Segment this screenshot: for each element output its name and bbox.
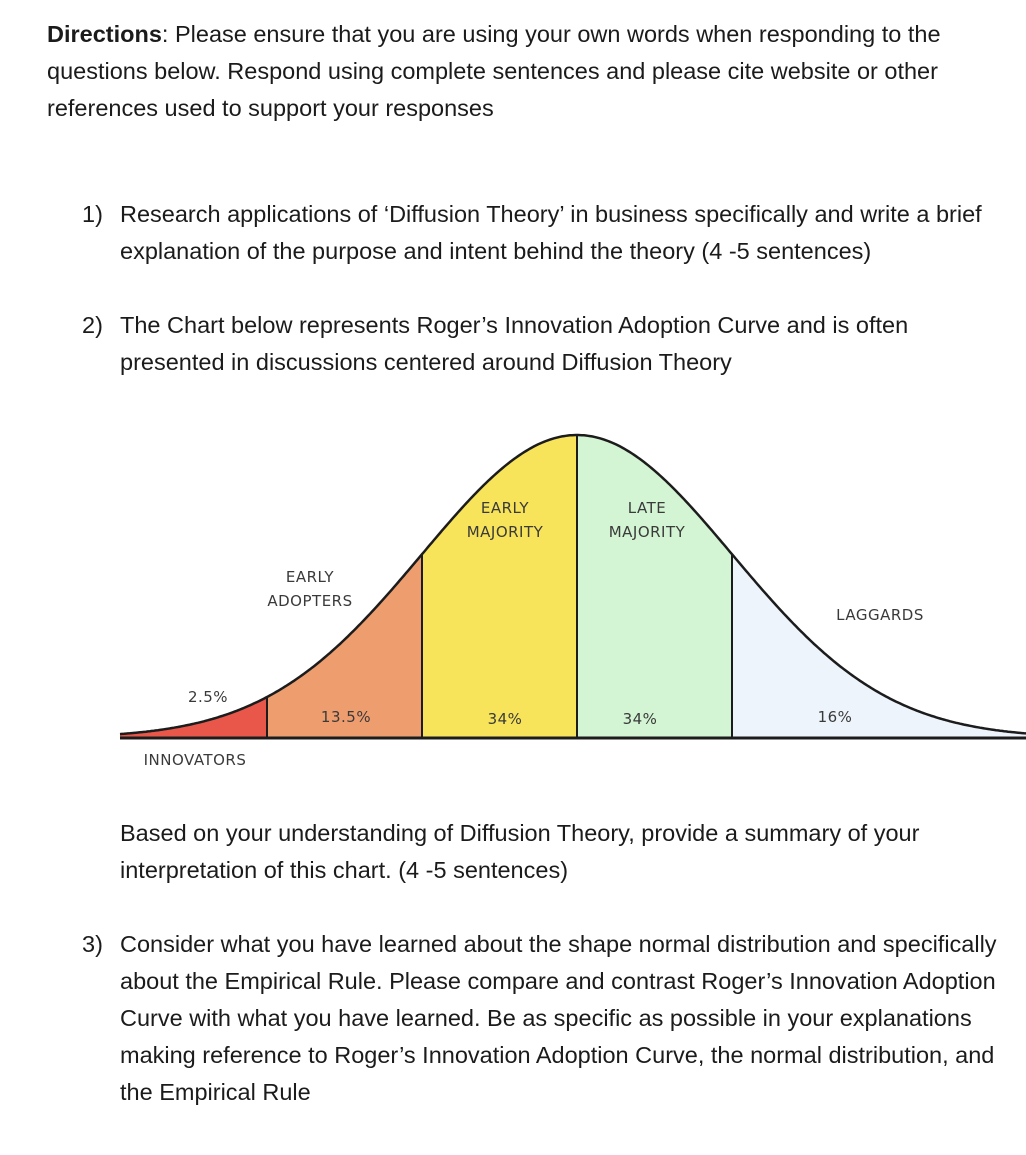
value-label-innovators: 2.5% (187, 688, 229, 706)
category-label-early-majority-line-2: MAJORITY (466, 523, 544, 541)
segment-late-majority (577, 435, 732, 738)
category-label-early-adopters-line-1: EARLY (285, 568, 335, 586)
question-1-text: Research applications of ‘Diffusion Theory’ in business specifically and write a brief explanation of the purpose and intent behind the theory (4 -5 sentences) (120, 201, 982, 264)
category-label-innovators: INNOVATORS (143, 751, 247, 769)
category-label-late-majority-line-1: LATE (627, 499, 667, 517)
adoption-curve-chart (0, 400, 1026, 790)
question-3-number: 3) (82, 931, 103, 957)
value-label-laggards: 16% (817, 708, 853, 726)
segment-early-majority (422, 435, 577, 738)
question-2 (82, 307, 997, 381)
directions-label: Directions (47, 21, 162, 47)
value-label-early-majority: 34% (487, 710, 523, 728)
category-label-early-adopters-line-2: ADOPTERS (267, 592, 353, 610)
question-3 (82, 926, 997, 1111)
category-label-early-majority-line-1: EARLY (480, 499, 530, 517)
question-1 (82, 196, 997, 270)
value-label-late-majority: 34% (622, 710, 658, 728)
curve-segments (120, 435, 1026, 738)
question-2-text: The Chart below represents Roger’s Innovation Adoption Curve and is often presented in discussions centered around Diffusion Theory (120, 312, 909, 375)
question-1-number: 1) (82, 201, 103, 227)
question-2-number: 2) (82, 312, 103, 338)
category-label-late-majority-line-2: MAJORITY (608, 523, 686, 541)
category-label-laggards: LAGGARDS (836, 606, 924, 624)
question-3-text: Consider what you have learned about the shape normal distribution and specifically about the Empirical Rule. Please compare and contrast Roger’s Innovation Adoption Curve with what you have learned. Be as specific as possible in your explanations making reference to Roger’s Innovation Adoption Curve, the normal distribution, and the Empirical Rule (120, 931, 997, 1105)
directions-paragraph (47, 16, 1007, 127)
directions-text: : Please ensure that you are using your own words when responding to the questions below. Respond using complete sentences and please cite website or other references used to support your responses (47, 21, 941, 121)
value-label-early-adopters: 13.5% (320, 708, 372, 726)
question-2-followup: Based on your understanding of Diffusion Theory, provide a summary of your interpretation of this chart. (4 -5 sentences) (120, 820, 920, 883)
segment-laggards (732, 554, 1026, 738)
